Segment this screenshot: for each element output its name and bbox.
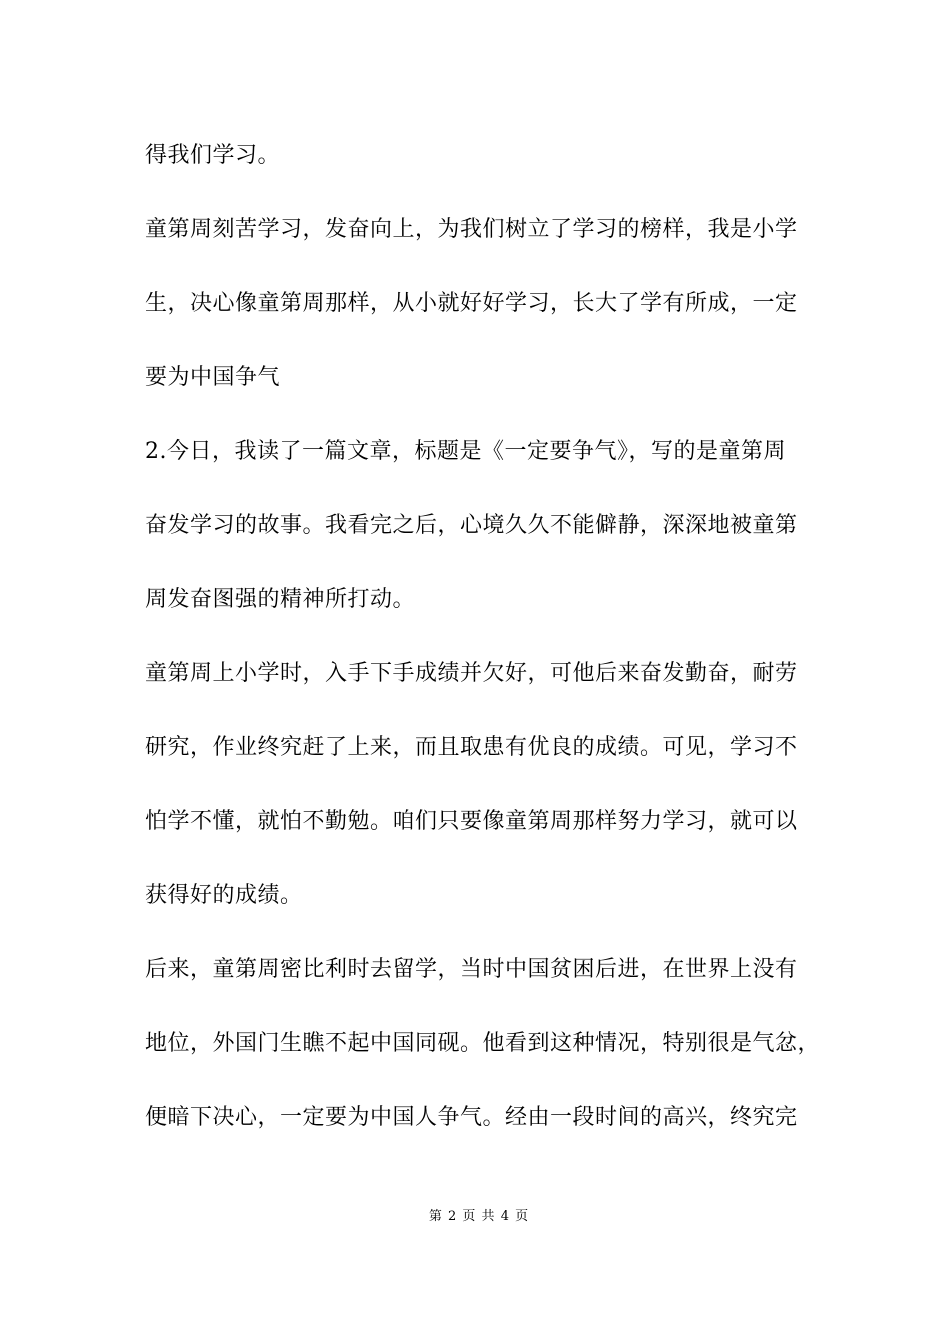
text-line-5: 2.今日，我读了一篇文章，标题是《一定要争气》，写的是童第周: [145, 439, 786, 464]
text-line-13: 地位，外国门生瞧不起中国同砚。他看到这种情况，特别很是气忿，: [145, 1031, 821, 1056]
text-line-3: 生，决心像童第周那样，从小就好好学习，长大了学有所成，一定: [145, 291, 798, 316]
text-line-14: 便暗下决心，一定要为中国人争气。经由一段时间的高兴，终究完: [145, 1105, 798, 1130]
text-line-11: 获得好的成绩。: [145, 883, 303, 908]
text-line-7: 周发奋图强的精神所打动。: [145, 587, 416, 612]
text-line-12: 后来，童第周密比利时去留学，当时中国贫困后进，在世界上没有: [145, 957, 798, 982]
text-line-1: 得我们学习。: [145, 143, 281, 168]
page-number-label: 第 2 页 共 4 页: [428, 1209, 530, 1224]
text-line-8: 童第周上小学时，入手下手成绩并欠好，可他后来奋发勤奋，耐劳: [145, 661, 798, 686]
page-number-footer: [0, 1208, 950, 1226]
text-line-10: 怕学不懂，就怕不勤勉。咱们只要像童第周那样努力学习，就可以: [145, 809, 798, 834]
text-line-9: 研究，作业终究赶了上来，而且取患有优良的成绩。可见，学习不: [145, 735, 798, 760]
text-line-4: 要为中国争气: [145, 365, 281, 390]
text-line-2: 童第周刻苦学习，发奋向上，为我们树立了学习的榜样，我是小学: [145, 217, 798, 242]
text-line-6: 奋发学习的故事。我看完之后，心境久久不能僻静，深深地被童第: [145, 513, 798, 538]
